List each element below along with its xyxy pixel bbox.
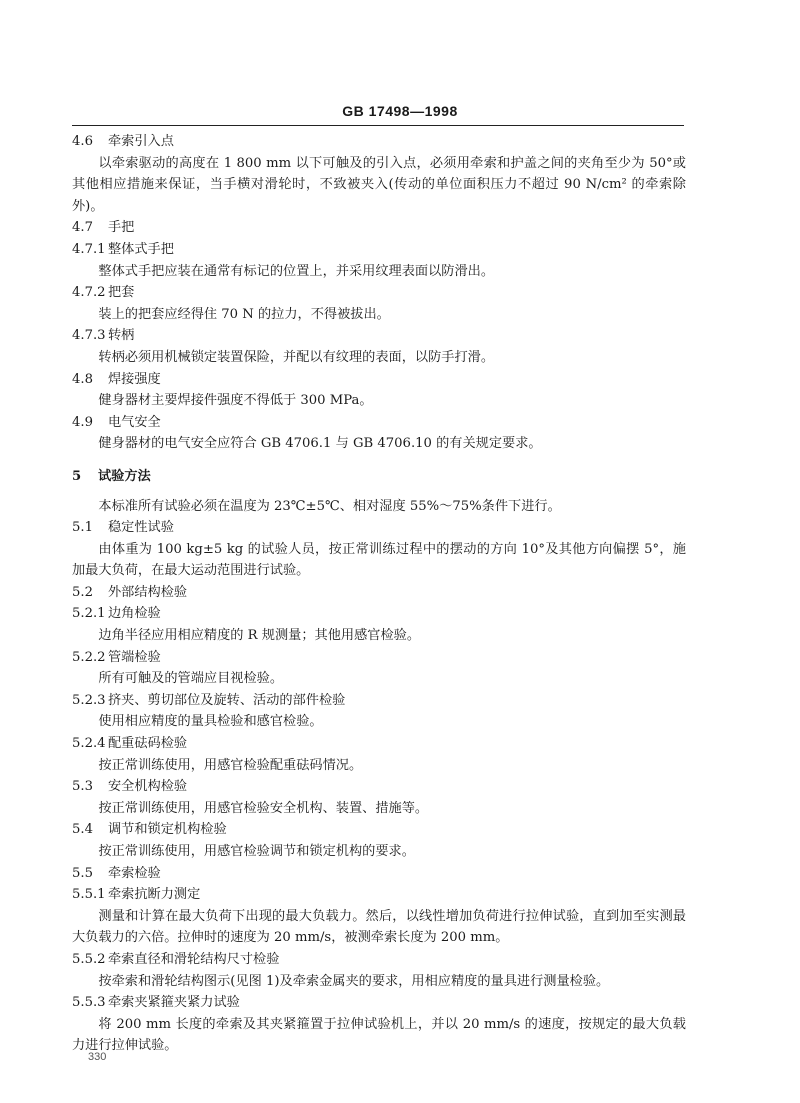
clause-number: 5.5 [72,865,93,881]
document-body [72,131,686,1057]
clause-title: 牵索直径和滑轮结构尺寸检验 [108,951,280,967]
clause-heading [72,776,686,798]
clause-heading [72,369,686,391]
clause-heading [72,863,686,885]
paragraph: 由体重为 100 kg±5 kg 的试验人员，按正常训练过程中的摆动的方向 10°及其他方向偏摆 5°，施加最大负荷，在最大运动范围进行试验。 [72,541,686,579]
clause-heading [72,733,686,755]
clause-heading [72,949,686,971]
clause-heading [72,239,686,261]
page-number: 330 [88,1051,107,1063]
paragraph: 转柄必须用机械锁定装置保险，并配以有纹理的表面，以防手打滑。 [98,349,495,365]
clause-heading [72,647,686,669]
clause-title: 调节和锁定机构检验 [108,822,227,838]
paragraph: 边角半径应用相应精度的 R 规测量；其他用感官检验。 [98,628,421,644]
clause-number: 4.7.1 [72,241,106,257]
clause-heading [72,282,686,304]
clause-title: 配重砝码检验 [108,736,188,752]
standard-code-header: GB 17498—1998 [342,103,458,119]
clause-number: 5.2.3 [72,692,106,708]
clause-number: 5.5.2 [72,951,106,967]
clause-number: 5.3 [72,779,93,795]
paragraph: 测量和计算在最大负荷下出现的最大负载力。然后，以线性增加负荷进行拉伸试验，直到加至实测最大负载力的六倍。拉伸时的速度为 20 mm/s，被测牵索长度为 200 mm。 [72,908,686,946]
paragraph: 健身器材的电气安全应符合 GB 4706.1 与 GB 4706.10 的有关规定要求。 [98,436,542,452]
clause-number: 4.6 [72,134,93,149]
header-rule [72,125,684,126]
paragraph: 整体式手把应装在通常有标记的位置上，并采用纹理表面以防滑出。 [98,263,495,279]
clause-title: 牵索夹紧箍夹紧力试验 [108,995,240,1011]
clause-number: 4.7.2 [72,285,106,301]
clause-title: 牵索引入点 [108,134,174,149]
clause-number: 5 [72,468,82,484]
paragraph: 健身器材主要焊接件强度不得低于 300 MPa。 [98,393,373,409]
clause-title: 把套 [108,285,135,301]
clause-heading [72,603,686,625]
clause-title: 手把 [108,220,135,236]
clause-title: 牵索检验 [108,865,161,881]
paragraph: 使用相应精度的量具检验和感官检验。 [98,714,323,730]
paragraph: 将 200 mm 长度的牵索及其夹紧箍置于拉伸试验机上，并以 20 mm/s 的速度，按规定的最大负载力进行拉伸试验。 [72,1016,686,1054]
clause-number: 5.2 [72,584,93,600]
clause-title: 外部结构检验 [108,584,188,600]
clause-number: 5.4 [72,822,93,838]
clause-number: 5.5.1 [72,887,106,903]
paragraph: 以牵索驱动的高度在 1 800 mm 以下可触及的引入点，必须用牵索和护盖之间的夹角至少为 50°或其他相应措施来保证，当手横对滑轮时，不致被夹入(传动的单位面积压力不超过 90 N/cm² 的牵索除外)。 [72,155,686,214]
clause-title: 焊接强度 [108,371,161,387]
clause-number: 5.5.3 [72,995,106,1011]
paragraph: 本标准所有试验必须在温度为 23℃±5℃、相对湿度 55%～75%条件下进行。 [98,498,561,514]
section-heading [72,466,686,488]
clause-heading [72,131,686,153]
clause-heading [72,412,686,434]
paragraph: 按正常训练使用，用感官检验调节和锁定机构的要求。 [98,844,415,859]
clause-title: 管端检验 [108,649,161,665]
paragraph: 按正常训练使用，用感官检验安全机构、装置、措施等。 [98,800,429,816]
clause-title: 电气安全 [108,414,161,430]
clause-title: 转柄 [108,328,135,344]
clause-title: 稳定性试验 [108,520,174,536]
clause-title: 整体式手把 [108,241,174,257]
clause-heading [72,217,686,239]
clause-number: 5.2.1 [72,606,106,622]
clause-number: 5.2.4 [72,736,106,752]
clause-title: 挤夹、剪切部位及旋转、活动的部件检验 [108,692,346,708]
clause-number: 4.9 [72,414,93,430]
clause-number: 4.7 [72,220,93,236]
clause-heading [72,992,686,1014]
paragraph: 按牵索和滑轮结构图示(见图 1)及牵索金属夹的要求，用相应精度的量具进行测量检验。 [98,973,610,989]
clause-number: 4.7.3 [72,328,106,344]
paragraph: 所有可触及的管端应目视检验。 [98,671,284,687]
clause-heading [72,325,686,347]
clause-number: 5.1 [72,520,93,536]
clause-heading [72,582,686,604]
clause-title: 牵索抗断力测定 [108,887,201,903]
clause-title: 试验方法 [98,468,151,484]
paragraph: 装上的把套应经得住 70 N 的拉力，不得被拔出。 [98,306,390,322]
clause-heading [72,884,686,906]
clause-number: 4.8 [72,371,93,387]
clause-number: 5.2.2 [72,649,106,665]
clause-heading [72,690,686,712]
clause-heading [72,819,686,841]
clause-heading [72,517,686,539]
paragraph: 按正常训练使用，用感官检验配重砝码情况。 [98,757,363,773]
clause-title: 边角检验 [108,606,161,622]
clause-title: 安全机构检验 [108,779,188,795]
